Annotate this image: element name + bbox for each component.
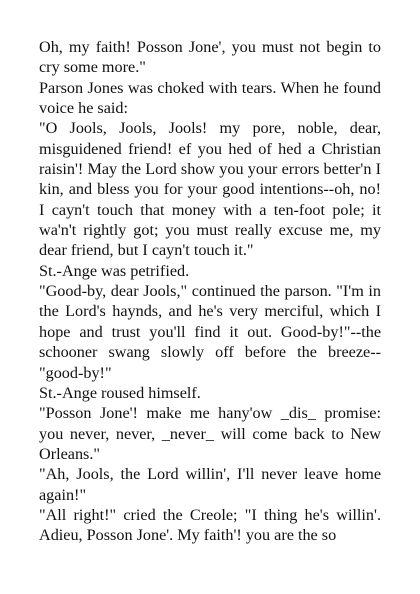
paragraph-5: "Good-by, dear Jools," continued the parson. "I'm in the Lord's haynds, and he's very merciful, which I hope and trust you'll find it out. Good-by!"--the schooner swang slowly off before the breeze--"good-by!" bbox=[39, 282, 381, 382]
paragraph-2: Parson Jones was choked with tears. When he found voice he said: bbox=[39, 78, 381, 118]
paragraph-7: "Posson Jone'! make me hany'ow _dis_ promise: you never, never, _never_ will come back to New Orleans." bbox=[39, 404, 381, 463]
paragraph-4: St.-Ange was petrified. bbox=[39, 261, 190, 280]
paragraph-8: "Ah, Jools, the Lord willin', I'll never leave home again!" bbox=[39, 465, 381, 504]
paragraph-6: St.-Ange roused himself. bbox=[39, 383, 201, 402]
paragraph-1: Oh, my faith! Posson Jone', you must not begin to cry some more." bbox=[39, 38, 381, 77]
paragraph-3: "O Jools, Jools, Jools! my pore, noble, dear, misguidened friend! ef you hed of hed a Christian raisin'! May the Lord show you your errors better'n I kin, and bless you for your good intentions--oh, no! I cayn't touch that money with a ten-foot pole; it wa'n't rightly got; you must really excuse me, my dear friend, but I cayn't touch it." bbox=[39, 119, 381, 260]
paragraph-9: "All right!" cried the Creole; "I thing he's willin'. Adieu, Posson Jone'. My faith'! you are the so bbox=[39, 505, 381, 545]
